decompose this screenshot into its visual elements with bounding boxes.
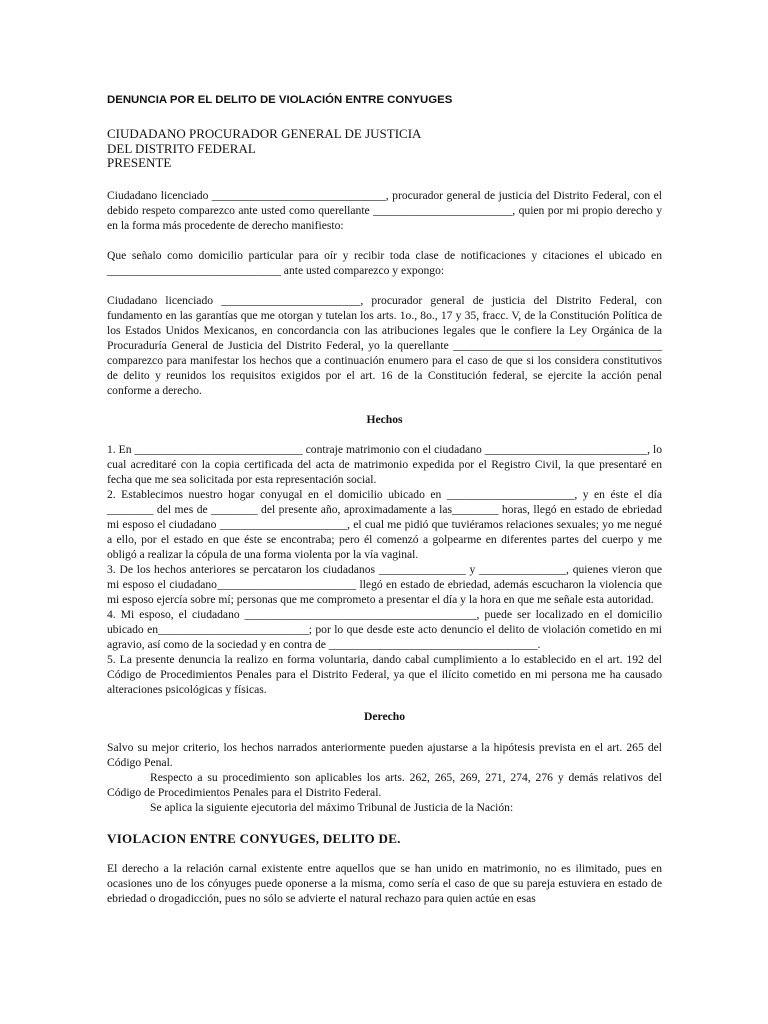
derecho-paragraph: Se aplica la siguiente ejecutoria del máximo Tribunal de Justicia de la Nación: [150, 800, 514, 814]
document-title: DENUNCIA POR EL DELITO DE VIOLACIÓN ENTRE CONYUGES [107, 94, 453, 106]
hecho-item: 2. Establecimos nuestro hogar conyugal en el domicilio ubicado en ______________________, y en éste el día ________ del mes de ________ del presente año, aproximadamente a las________ horas, llegó en estado de ebriedad mi esposo el ciudadano ______________________, el cual me pidió que tuviéramos relaciones sexuales; yo me negué a ello, por el estado en que éste se encontraba; pero él comenzó a golpearme en diferentes partes del cuerpo y me obligó a realizar la cópula de una forma violenta por la vía vaginal. [107, 487, 662, 561]
addressee-line: CIUDADANO PROCURADOR GENERAL DE JUSTICIA [107, 126, 422, 141]
hecho-item: 1. En _____________________________ contraje matrimonio con el ciudadano ____________________________, lo cual acreditaré con la copia certificada del acta de matrimonio expedida por el Registro Civil, la que presentaré en fecha que me sea solicitada por esta representación social. [107, 442, 662, 486]
addressee-line: DEL DISTRITO FEDERAL [107, 140, 256, 156]
intro-paragraph: Ciudadano licenciado ______________________________, procurador general de justicia del Distrito Federal, con el debido respeto comparezco ante usted como querellante ________________________, quien por mi propio derecho y en la forma más procedente de derecho manifiesto: [107, 188, 662, 232]
hechos-heading: Hechos [366, 412, 403, 426]
derecho-heading: Derecho [364, 709, 405, 723]
addressee-block [107, 127, 662, 171]
domicile-paragraph: Que señalo como domicilio particular para oír y recibir toda clase de notificaciones y citaciones el ubicado en ______________________________ ante usted comparezco y expongo: [107, 248, 662, 277]
hecho-item: 3. De los hechos anteriores se percataron los ciudadanos _______________ y _______________, quienes vieron que mi esposo el ciudadano________________________ llegó en estado de ebriedad, además escucharon la violencia que mi esposo ejercía sobre mí; personas que me comprometo a presentar el día y la hora en que me señale esta autoridad. [107, 562, 662, 606]
derecho-paragraph: Respecto a su procedimiento son aplicables los arts. 262, 265, 269, 271, 274, 276 y demás relativos del Código de Procedimientos Penales para el Distrito Federal. [107, 770, 662, 799]
jurisprudence-paragraph: El derecho a la relación carnal existente entre aquellos que se han unido en matrimonio, no es ilimitado, pues en ocasiones uno de los cónyuges puede oponerse a la misma, como sería el caso de que su pareja estuviera en estado de ebriedad o drogadicción, pues no sólo se advierte el natural rechazo para quien actúe en esas [107, 861, 662, 905]
document-body [107, 93, 662, 906]
hecho-item: 5. La presente denuncia la realizo en forma voluntaria, dando cabal cumplimiento a lo establecido en el art. 192 del Código de Procedimientos Penales para el Distrito Federal, ya que el ilícito cometido en mi persona me ha causado alteraciones psicológicas y físicas. [107, 652, 662, 696]
legal-basis-paragraph: Ciudadano licenciado ________________________, procurador general de justicia del Distrito Federal, con fundamento en las garantías que me otorgan y tutelan los arts. 1o., 8o., 17 y 35, fracc. V, de la Constitución Política de los Estados Unidos Mexicanos, en concordancia con las atribuciones legales que le confiere la Ley Orgánica de la Procuraduría General de Justicia del Distrito Federal, yo la querellante ____________________________________ comparezco para manifestar los hechos que a continuación enumero para el caso de que si los considera constitutivos de delito y reunidos los requisitos exigidos por el art. 16 de la Constitución federal, se ejercite la acción penal conforme a derecho. [107, 293, 662, 397]
addressee-line: PRESENTE [107, 155, 172, 171]
section-title: VIOLACION ENTRE CONYUGES, DELITO DE. [107, 830, 401, 846]
hecho-item: 4. Mi esposo, el ciudadano ________________________________________, puede ser localizado en el domicilio ubicado en__________________________; por lo que desde este acto denuncio el delito de violación cometido en mi agravio, así como de la sociedad y en contra de ____________________________________. [107, 607, 662, 651]
derecho-paragraph: Salvo su mejor criterio, los hechos narrados anteriormente pueden ajustarse a la hipótesis prevista en el art. 265 del Código Penal. [107, 740, 662, 769]
